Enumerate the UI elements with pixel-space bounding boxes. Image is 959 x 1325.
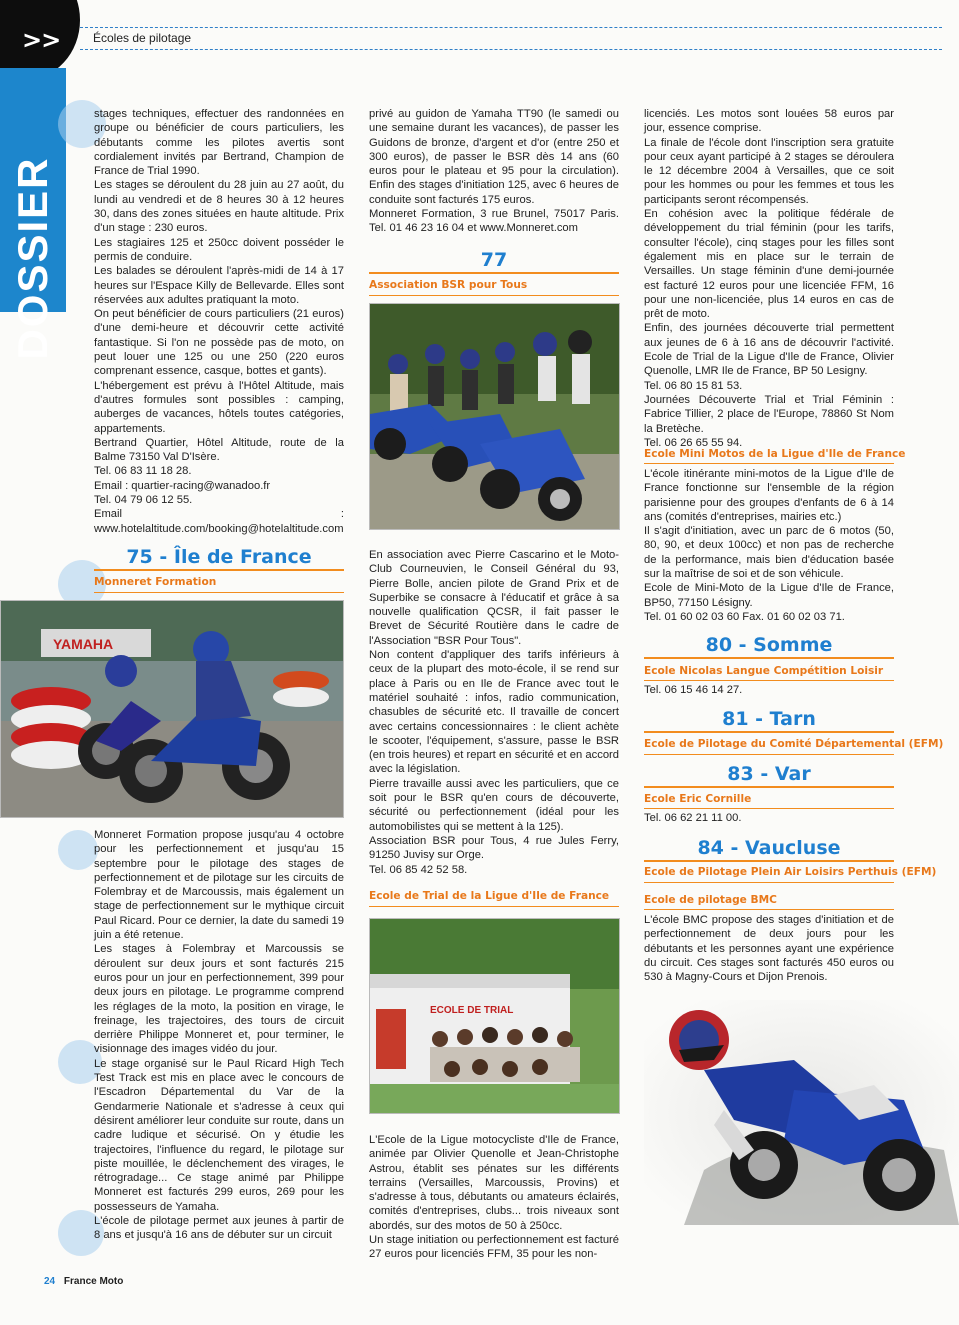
region-heading: 84 - Vaucluse: [644, 837, 894, 862]
paragraph: Tel. 06 80 15 81 53.: [644, 379, 743, 392]
paragraph: Le stage organisé sur le Paul Ricard High Tech Test Track est mis en place avec le concours de l'Escadron Départemental du Var de la Gendarmerie Nationale et s'adresse à ceux qui désirent améliorer leur conduite sur route, dans un cadre ludique et sécurisé. On y étudie les trajectoires, l'influence du regard, le pilotage sur piste mouillée, le déclenchement des virages, le rétrogradage... Ce stage animé par Philippe Monneret est facturés 299 euros, 269 pour les possesseurs de Yamaha.: [94, 1057, 344, 1213]
kids-bikes-photo: [369, 303, 620, 530]
chevron-right-icon: >>: [22, 26, 61, 54]
paragraph: licenciés. Les motos sont louées 58 euros par jour, essence comprise.: [644, 108, 894, 135]
paragraph: Non content d'appliquer des tarifs inférieurs à ceux de la plupart des moto-école, il se rend sur place à Paris ou en Ile de France avec tout le matériel souhaité : infos, radio communication, chasubles de sécurité etc. Il travaille de concert avec certains concessionnaires : le client achète le scooter, l'équipement, s'assure, passe le BSR (en trois heures) et repart en sécurité et en accord avec la législation.: [369, 649, 619, 776]
heading-underline: [94, 592, 344, 593]
column-3-text: [644, 107, 894, 450]
paragraph: L'hébergement est prévu à l'Hôtel Altitude, mais d'autres formules sont possibles : camping, auberges de vacances, hôtels toutes catégories, appartements.: [94, 379, 344, 435]
paragraph: Monneret Formation propose jusqu'au 4 octobre pour les perfectionnement et jusqu'au 15 septembre pour le pilotage des stages de perfectionnement et de pilotage sur les circuits de Folembray et de Marcoussis, mais également un stage de perfectionnement sur le mythique circuit Paul Ricard. Pour ce dernier, la date du samedi 19 juin a été retenue.: [94, 829, 344, 942]
school-heading: Ecole Eric Cornille: [644, 793, 752, 805]
school-heading: Ecole Nicolas Langue Compétition Loisir: [644, 665, 884, 677]
paragraph: Email : quartier-racing@wanadoo.fr: [94, 479, 271, 492]
region-heading: 83 - Var: [644, 763, 894, 788]
region-heading: 80 - Somme: [644, 634, 894, 659]
paragraph: L'Ecole de la Ligue motocycliste d'Ile de France, animée par Olivier Quenolle et Jean-Christophe Astrou, établit ses pénates sur les différents terrains (Versailles, Marcoussis, Provins) et s'adresse à tous, débutants ou amateurs éclairés, comités d'entreprises, clubs... trois niveaux sont abordés, sur des motos de 50 à 250cc.: [369, 1134, 619, 1232]
paragraph: Les stagiaires 125 et 250cc doivent posséder le permis de conduire.: [94, 236, 344, 263]
column-2-text: [369, 107, 619, 236]
heading-underline: [644, 754, 894, 755]
page-footer: [44, 1276, 123, 1287]
van-text: ECOLE DE TRIAL: [430, 1005, 514, 1016]
paragraph: Pierre travaille aussi avec les particuliers, que ce soit pour le BSR qu'en cours de découverte, sécurité ou perfectionnement (idéal pour les automobilistes qui se mettent à la 125).: [369, 777, 619, 833]
phone-text: Tel. 06 62 21 11 00.: [644, 812, 742, 824]
region-heading: 81 - Tarn: [644, 708, 894, 733]
school-heading: Ecole de Trial de la Ligue d'Ile de France: [369, 890, 610, 902]
column-1-text: [94, 107, 344, 536]
paragraph: On peut bénéficier de cours particuliers (21 euros) d'une demi-heure et découvrir cette activité fantastique. Si l'on ne possède pas de moto, on peut louer une 125 ou une 250 (220 euros comprenant essence, casque, bottes et gants).: [94, 308, 344, 378]
paragraph: La finale de l'école dont l'inscription sera gratuite pour ceux ayant participé à 2 stages se déroulera le 12 décembre 2004 à Versailles, que ce soit pour les hommes ou pour les femmes et tous les participants seront récompensés.: [644, 136, 894, 206]
region-heading: 77: [369, 249, 619, 274]
column-2-continued: [369, 548, 619, 877]
paragraph: Monneret Formation, 3 rue Brunel, 75017 Paris. Tel. 01 46 23 16 04 et www.Monneret.com: [369, 208, 619, 235]
paragraph: L'école BMC propose des stages d'initiation et de perfectionnement de deux jours pour les débutants et les personnes ayant une expérience du circuit. Ces stages sont facturés 450 euros ou 530 à Magny-Cours et Dijon Prenois.: [644, 914, 894, 984]
paragraph: L'école itinérante mini-motos de la Ligue d'Ile de France fonctionne sur l'ensemble de la région parisienne pour des groupes d'enfants de 6 à 14 ans (comités d'entreprises, mairies etc.): [644, 468, 894, 523]
heading-underline: [644, 808, 894, 809]
paragraph: Tel. 06 85 42 52 58.: [369, 863, 468, 876]
heading-underline: [644, 463, 894, 464]
paragraph: Email : www.hotelaltitude.com/booking@hotelaltitude.com: [94, 508, 344, 535]
paragraph: Enfin, des journées découverte trial permettent aux jeunes de 6 à 16 ans de découvrir l'activité. Ecole de Trial de la Ligue d'Ile de France, Olivier Quenolle, LMR Ile de France, BP 50 Lesigny.: [644, 322, 894, 378]
banner-text: YAMAHA: [53, 636, 114, 652]
dossier-tab: [0, 68, 66, 360]
heading-underline: [369, 295, 619, 296]
racing-photo: [0, 600, 344, 818]
school-heading: Ecole de Pilotage du Comité Départemental (EFM): [644, 738, 944, 750]
school-heading: Ecole de Pilotage Plein Air Loisirs Perthuis (EFM): [644, 866, 937, 878]
paragraph: Journées Découverte Trial et Trial Féminin : Fabrice Tillier, 2 place de l'Europe, 78860 St Nom la Bretèche.: [644, 393, 894, 435]
paragraph: L'école de pilotage permet aux jeunes à partir de 8 ans et jusqu'à 16 ans de débuter sur un circuit: [94, 1215, 344, 1242]
magazine-name: France Moto: [63, 1276, 124, 1287]
page-number: 24: [44, 1276, 56, 1287]
paragraph: Un stage initiation ou perfectionnement est facturé 27 euros pour licenciés FFM, 35 pour les non-: [369, 1234, 619, 1261]
paragraph: Tel. 06 83 11 18 28.: [94, 465, 192, 478]
column-2-bottom: [369, 1133, 619, 1262]
section-title: Écoles de pilotage: [93, 31, 192, 45]
school-heading: Ecole Mini Motos de la Ligue d'Ile de France: [644, 448, 906, 460]
heading-underline: [644, 680, 894, 681]
paragraph: Il s'agit d'initiation, avec un parc de 6 motos (50, 80, 90, et deux 100cc) et non pas de recherche de la performance, mais bien d'éducation basée sur la maîtrise de soi et de son véhicule.: [644, 525, 894, 581]
paragraph: En association avec Pierre Cascarino et le Moto-Club Courneuvien, le Conseil Général du 93, Pierre Bolle, ancien pilote de Grand Prix et de Superbike se consacre à l'éducatif et grâce à sa nouvelle qualification QCSR, il fait passer le Brevet de Sécurité Routière dans le cadre de l'Association "BSR Pour Tous".: [369, 549, 619, 647]
school-heading: Ecole de pilotage BMC: [644, 894, 777, 906]
dossier-label: DOSSIER: [9, 156, 56, 360]
paragraph: privé au guidon de Yamaha TT90 (le samedi ou une semaine durant les vacances), de passer les Guidons de bronze, d'argent et d'or (entre 250 et 300 euros), de passer le BSR dès 14 ans (60 euros pour le plateau et 95 pour la circulation). Enfin des stages d'initiation 125, avec 6 heures de conduite sont facturés 175 euros.: [369, 108, 619, 206]
bmc-description: [644, 913, 894, 984]
phone-text: Tel. 06 15 46 14 27.: [644, 684, 743, 696]
heading-underline: [644, 882, 894, 883]
region-heading: 75 - Île de France: [94, 546, 344, 571]
sportbike-photo: [644, 1000, 959, 1225]
bubble-decoration: [58, 830, 98, 870]
paragraph: Les balades se déroulent l'après-midi de 14 à 17 heures sur l'Espace Killy de Bellevarde. Elles sont réservées aux adultes pratiquant la moto.: [94, 265, 344, 306]
paragraph: stages techniques, effectuer des randonnées en groupe ou bénéficier de cours particuliers, les débutants comme les pilotes avertis sont cordialement invités par Bertrand, Champion de France de Trial 1990.: [94, 108, 344, 178]
paragraph: En cohésion avec la politique fédérale de développement du trial féminin (pour les tarifs, consulter l'école), cinq stages pour les filles sont également mis en place sur le terrain de Versailles. Un stage féminin d'une demi-journée est facturé 12 euros pour une licenciée FFM, 16 pour une non-licenciée, plus 14 euros en cas de prêt de moto.: [644, 208, 894, 321]
paragraph: Bertrand Quartier, Hôtel Altitude, route de la Balme 73150 Val D'Isère.: [94, 436, 344, 464]
paragraph: Tel. 04 79 06 12 55.: [94, 494, 193, 507]
paragraph: Ecole de Mini-Moto de la Ligue d'Ile de France, BP50, 77150 Lésigny.: [644, 582, 894, 609]
heading-underline: [369, 906, 619, 907]
heading-underline: [644, 909, 894, 910]
column-1-continued: [94, 828, 344, 1243]
column-3-continued: [644, 467, 894, 624]
header-divider-bottom: [80, 49, 942, 50]
school-heading: Monneret Formation: [94, 576, 217, 588]
paragraph: Association BSR pour Tous, 4 rue Jules Ferry, 91250 Juvisy sur Orge.: [369, 834, 619, 862]
school-heading: Association BSR pour Tous: [369, 279, 528, 291]
paragraph: Tel. 06 26 65 55 94.: [644, 436, 743, 449]
paragraph: Les stages à Folembray et Marcoussis se déroulent sur deux jours et sont facturés 215 euros pour un jour en perfectionnement, 399 pour deux jours en pilotage. Le programme comprend les réglages de la moto, la position en virage, le freinage, les trajectoires, des tours de circuit derrière Philippe Monneret et, pour terminer, le visionnage des images vidéo du jour.: [94, 943, 344, 1056]
trial-group-photo: [369, 918, 620, 1114]
paragraph: Les stages se déroulent du 28 juin au 27 août, du lundi au vendredi et de 8 heures 30 à 12 heures 30, dans des zones situées en haute altitude. Prix d'un stage : 230 euros.: [94, 179, 344, 235]
header-divider-top: [80, 27, 942, 28]
paragraph: Tel. 01 60 02 03 60 Fax. 01 60 02 03 71.: [644, 610, 845, 623]
